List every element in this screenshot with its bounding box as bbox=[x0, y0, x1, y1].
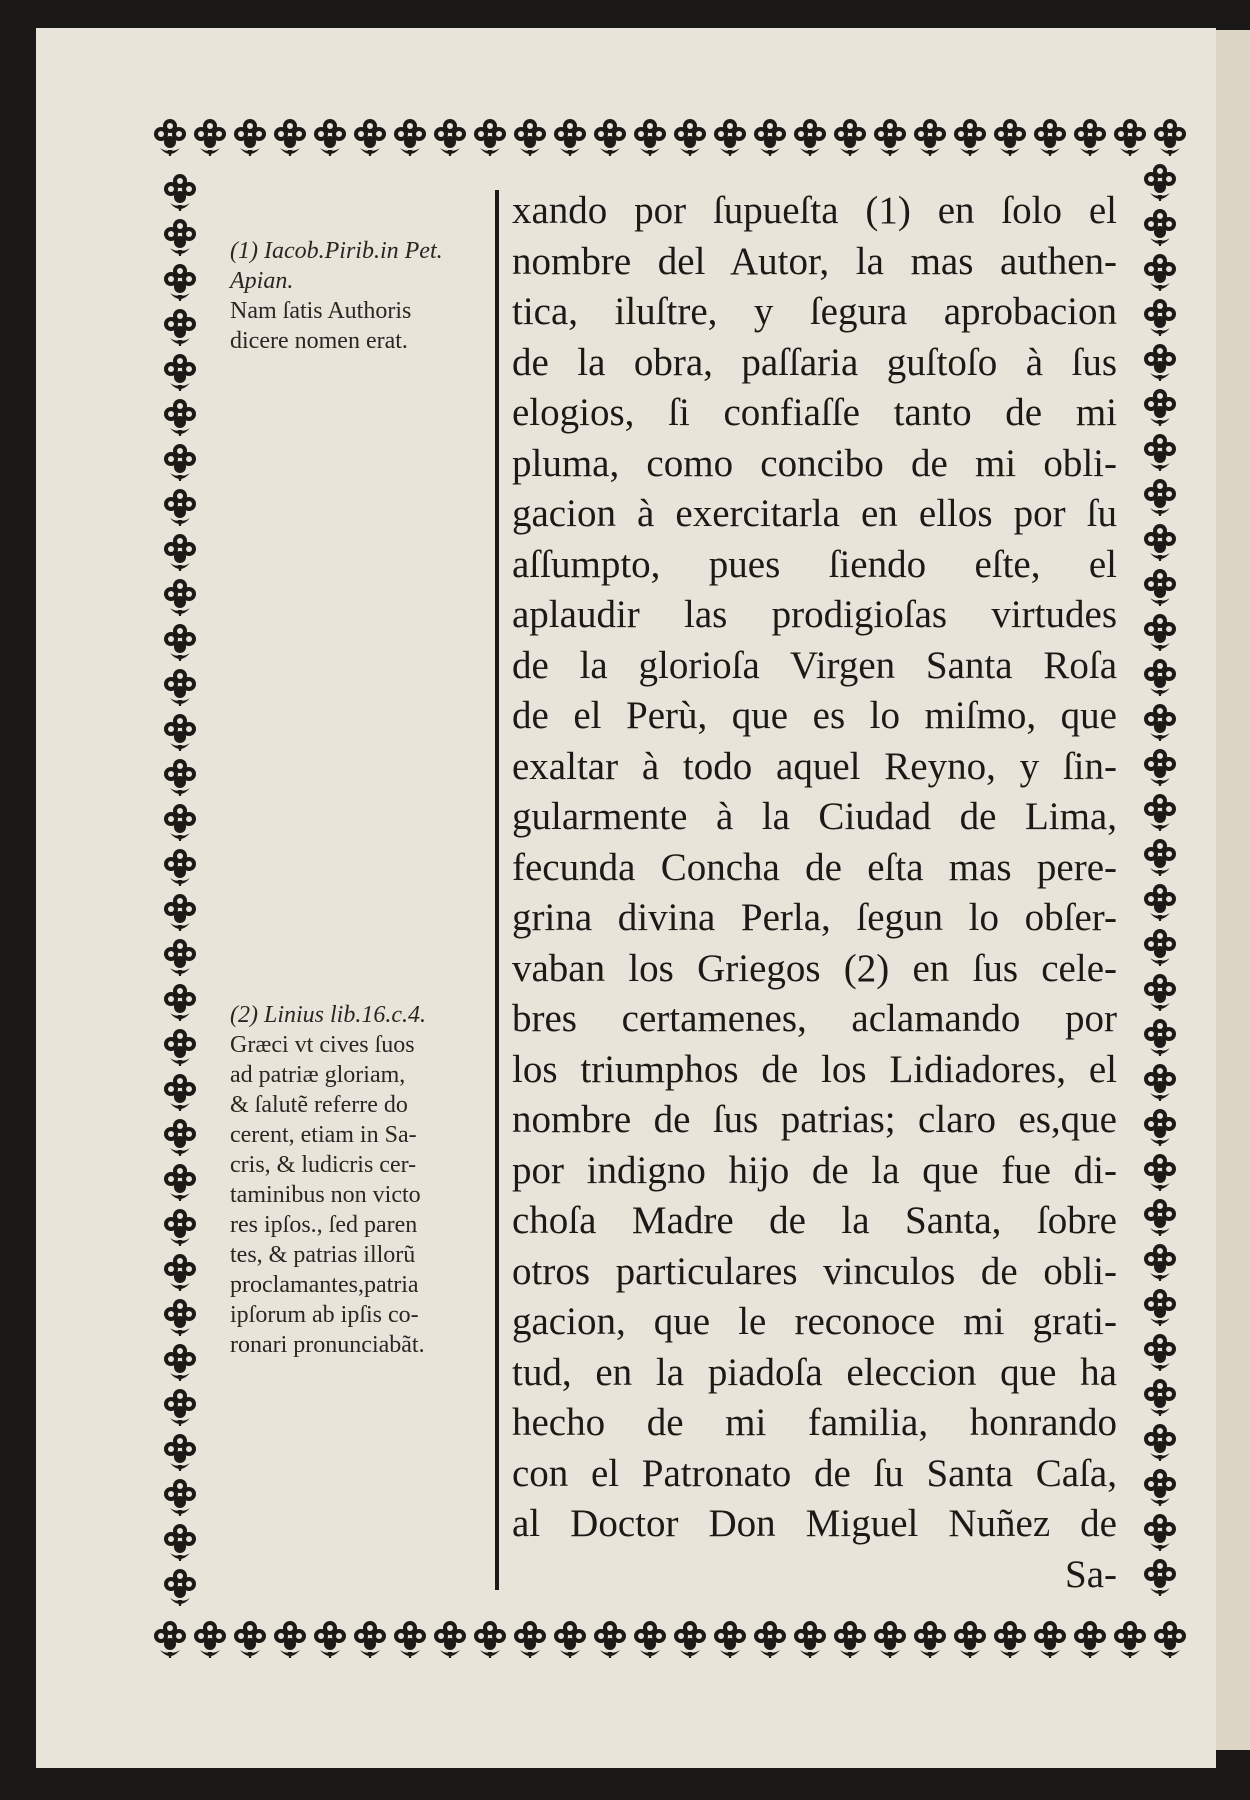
main-text-column bbox=[512, 186, 1117, 1600]
margin-notes bbox=[230, 0, 480, 1800]
text-line: tud, en la piadoſa eleccion que ha bbox=[512, 1350, 1117, 1394]
margin-note-1-line: Nam ſatis Authoris bbox=[230, 298, 412, 324]
text-line: de el Perù, que es lo miſmo, que bbox=[512, 694, 1117, 737]
text-line: aplaudir las prodigioſas virtudes bbox=[512, 593, 1117, 636]
text-line: al Doctor Don Miguel Nuñez de bbox=[512, 1502, 1117, 1545]
text-line: xando por ſupueſta (1) en ſolo el bbox=[512, 189, 1117, 232]
margin-note-2 bbox=[230, 1000, 480, 1360]
text-line: fecunda Concha de eſta mas pere- bbox=[512, 845, 1117, 889]
text-line: elogios, ſi confiaſſe tanto de mi bbox=[512, 391, 1117, 434]
margin-note-2-ref: (2) Linius lib.16.c.4. bbox=[230, 1002, 426, 1028]
text-line: gacion à exercitarla en ellos por ſu bbox=[512, 492, 1117, 535]
margin-note-2-line: ronari pronunciabãt. bbox=[230, 1332, 425, 1358]
text-line: otros particulares vinculos de obli- bbox=[512, 1249, 1117, 1293]
text-line: exaltar à todo aquel Reyno, y ſin- bbox=[512, 744, 1117, 788]
text-line: tica, iluſtre, y ſegura aprobacion bbox=[512, 290, 1117, 333]
text-line: choſa Madre de la Santa, ſobre bbox=[512, 1199, 1117, 1242]
text-line: los triumphos de los Lidiadores, el bbox=[512, 1047, 1117, 1091]
catchword: Sa- bbox=[1065, 1552, 1117, 1596]
text-line: aſſumpto, pues ſiendo eſte, el bbox=[512, 542, 1117, 586]
margin-note-1 bbox=[230, 236, 480, 356]
text-line: grina divina Perla, ſegun lo obſer- bbox=[512, 896, 1117, 939]
margin-note-2-line: ad patriæ gloriam, bbox=[230, 1062, 406, 1088]
text-line: gacion, que le reconoce mi grati- bbox=[512, 1300, 1117, 1343]
text-line: por indigno hijo de la que fue di- bbox=[512, 1148, 1117, 1192]
text-line: hecho de mi familia, honrando bbox=[512, 1401, 1117, 1444]
margin-note-2-line: & ſalutẽ referre do bbox=[230, 1092, 408, 1118]
text-line: bres certamenes, aclamando por bbox=[512, 997, 1117, 1040]
text-line: nombre de ſus patrias; claro es,que bbox=[512, 1098, 1117, 1141]
text-line: gularmente à la Ciudad de Lima, bbox=[512, 795, 1117, 838]
margin-note-2-line: Græci vt cives ſuos bbox=[230, 1032, 415, 1058]
text-line: con el Patronato de ſu Santa Caſa, bbox=[512, 1451, 1117, 1495]
margin-note-2-line: res ipſos., ſed paren bbox=[230, 1212, 418, 1238]
margin-note-2-line: ipſorum ab ipſis co- bbox=[230, 1302, 419, 1328]
text-line: pluma, como concibo de mi obli- bbox=[512, 441, 1117, 485]
margin-note-1-ref: (1) Iacob.Pirib.in Pet. Apian. bbox=[230, 238, 443, 294]
text-line: vaban los Griegos (2) en ſus cele- bbox=[512, 946, 1117, 990]
text-line: de la obra, paſſaria guſtoſo à ſus bbox=[512, 340, 1117, 384]
margin-note-2-line: proclamantes,patria bbox=[230, 1272, 419, 1298]
margin-note-2-line: taminibus non victo bbox=[230, 1182, 421, 1208]
margin-note-2-line: cris, & ludicris cer- bbox=[230, 1152, 417, 1178]
text-line: nombre del Autor, la mas authen- bbox=[512, 239, 1117, 283]
margin-note-2-line: tes, & patrias illorũ bbox=[230, 1242, 416, 1268]
text-line: de la glorioſa Virgen Santa Roſa bbox=[512, 643, 1117, 687]
margin-note-1-line: dicere nomen erat. bbox=[230, 328, 408, 354]
margin-note-2-line: cerent, etiam in Sa- bbox=[230, 1122, 417, 1148]
